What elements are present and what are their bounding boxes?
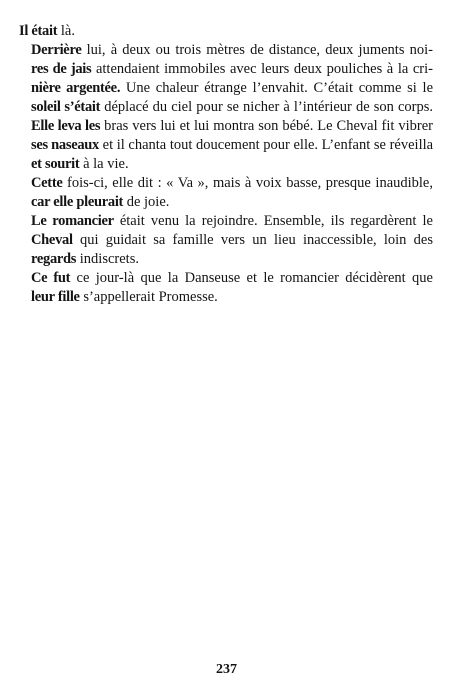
paragraph-1 bbox=[19, 22, 433, 41]
text-line bbox=[19, 174, 433, 193]
line-text: était venu la rejoindre. Ensemble, ils regardèrent le bbox=[113, 213, 433, 229]
smudged-text: car elle pleurait bbox=[31, 194, 124, 210]
text-line bbox=[19, 98, 433, 117]
line-text: fois-ci, elle dit : « Va », mais à voix basse, presque inaudible, bbox=[62, 175, 433, 191]
smudged-text: leur fille bbox=[31, 289, 80, 305]
line-text: bras vers lui et lui montra son bébé. Le Cheval fit vibrer bbox=[100, 118, 433, 134]
page-body-text bbox=[19, 22, 433, 307]
smudged-text: Il était bbox=[19, 23, 58, 39]
line-text: lui, à deux ou trois mètres de distance, deux juments noi- bbox=[81, 42, 433, 58]
text-line bbox=[19, 79, 433, 98]
line-text: à la vie. bbox=[79, 156, 129, 172]
smudged-text: Elle leva les bbox=[31, 118, 101, 134]
line-text: là. bbox=[57, 23, 75, 39]
smudged-text: Cette bbox=[31, 175, 63, 191]
smudged-text: et sourit bbox=[31, 156, 80, 172]
text-line bbox=[19, 212, 433, 231]
text-line bbox=[19, 136, 433, 155]
smudged-text: Cheval bbox=[31, 232, 73, 248]
smudged-text: res de jais bbox=[31, 61, 92, 77]
smudged-text: Ce fut bbox=[31, 270, 71, 286]
smudged-text: regards bbox=[31, 251, 77, 267]
text-line bbox=[19, 22, 433, 41]
text-line bbox=[19, 250, 433, 269]
paragraph-2 bbox=[19, 41, 433, 174]
page-number: 237 bbox=[216, 662, 237, 677]
line-text: déplacé du ciel pour se nicher à l’intérieur de son corps. bbox=[100, 99, 433, 115]
line-text: ce jour-là que la Danseuse et le romancier décidèrent que bbox=[70, 270, 433, 286]
paragraph-3 bbox=[19, 174, 433, 212]
smudged-text: soleil s’était bbox=[31, 99, 101, 115]
text-line bbox=[19, 60, 433, 79]
text-line bbox=[19, 288, 433, 307]
text-line bbox=[19, 193, 433, 212]
text-line bbox=[19, 41, 433, 60]
line-text: Une chaleur étrange l’envahit. C’était comme si le bbox=[120, 80, 434, 96]
text-line bbox=[19, 155, 433, 174]
line-text: de joie. bbox=[123, 194, 170, 210]
line-text: indiscrets. bbox=[76, 251, 139, 267]
text-line bbox=[19, 269, 433, 288]
line-text: attendaient immobiles avec leurs deux pouliches à la cri- bbox=[91, 61, 433, 77]
text-line bbox=[19, 231, 433, 250]
smudged-text: ses naseaux bbox=[31, 137, 100, 153]
smudged-text: nière argentée. bbox=[31, 80, 121, 96]
smudged-text: Derrière bbox=[31, 42, 82, 58]
text-line bbox=[19, 117, 433, 136]
paragraph-4 bbox=[19, 212, 433, 269]
line-text: s’appellerait Promesse. bbox=[79, 289, 218, 305]
paragraph-5 bbox=[19, 269, 433, 307]
smudged-text: Le romancier bbox=[31, 213, 114, 229]
line-text: qui guidait sa famille vers un lieu inaccessible, loin des bbox=[72, 232, 433, 248]
line-text: et il chanta tout doucement pour elle. L’enfant se réveilla bbox=[99, 137, 434, 153]
